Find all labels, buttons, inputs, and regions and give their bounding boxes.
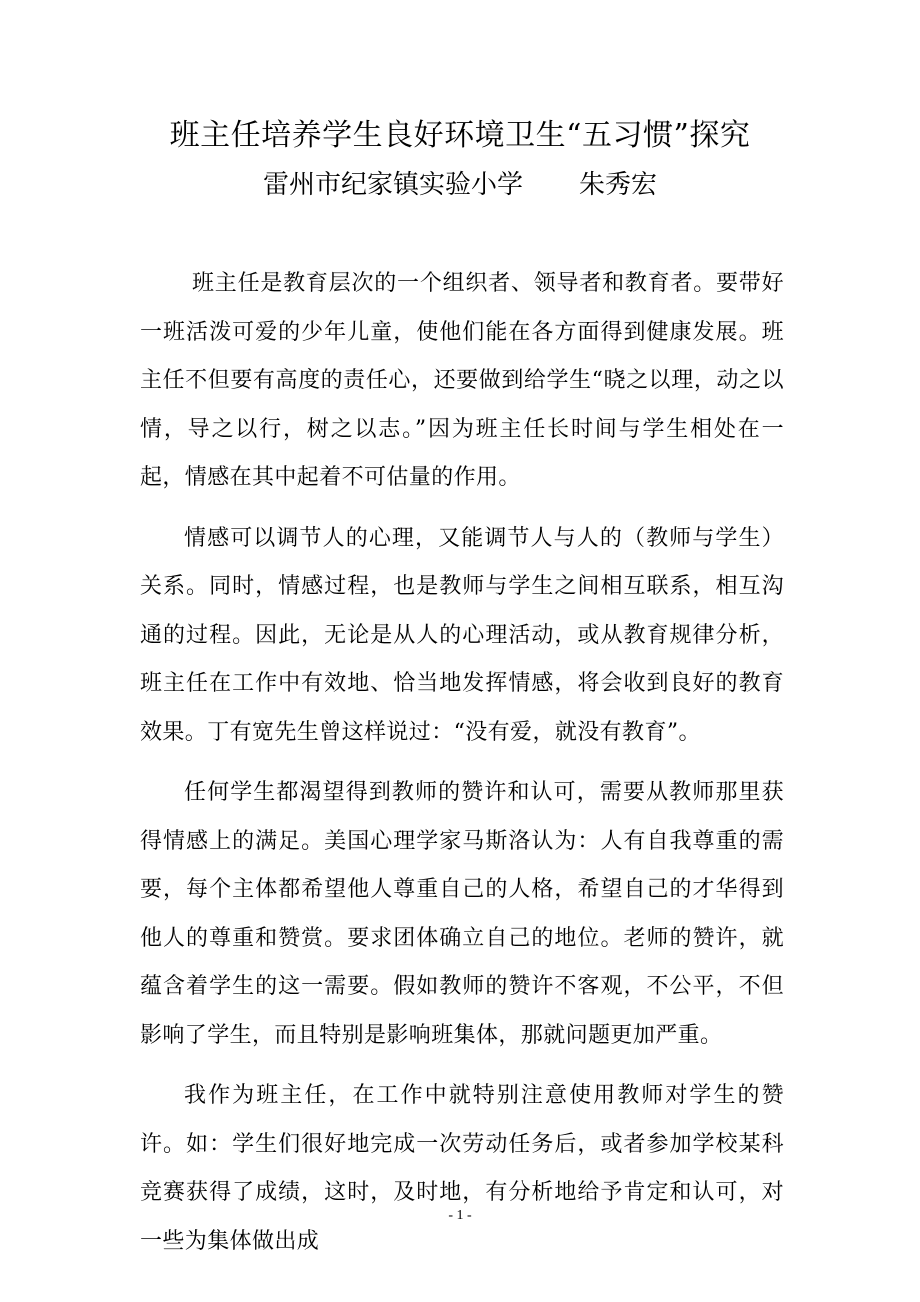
school-name: 雷州市纪家镇实验小学 — [262, 170, 523, 200]
page-number: - 1 - — [448, 1208, 472, 1223]
author-name: 朱秀宏 — [579, 170, 658, 200]
paragraph-1: 班主任是教育层次的一个组织者、领导者和教育者。要带好一班活泼可爱的少年儿童，使他们能在各方面得到健康发展。班主任不但要有高度的责任心，还要做到给学生“晓之以理，动之以情，导之以行，树之以志。”因为班主任长时间与学生相处在一起，情感在其中起着不可估量的作用。 — [140, 271, 784, 490]
paragraph-4: 我作为班主任，在工作中就特别注意使用教师对学生的赞许。如：学生们很好地完成一次劳动任务后，或者参加学校某科竞赛获得了成绩，这时，及时地，有分析地给予肯定和认可，对一些为集体做出成 — [140, 1083, 784, 1254]
author-line — [0, 164, 920, 206]
document-title: 班主任培养学生良好环境卫生“五习惯”探究 — [169, 118, 751, 153]
body-text — [140, 260, 784, 1278]
paragraph-3: 任何学生都渴望得到教师的赞许和认可，需要从教师那里获得情感上的满足。美国心理学家马斯洛认为：人有自我尊重的需要，每个主体都希望他人尊重自己的人格，希望自己的才华得到他人的尊重和赞赏。要求团体确立自己的地位。老师的赞许，就蕴含着学生的这一需要。假如教师的赞许不客观，不公平，不但影响了学生，而且特别是影响班集体，那就问题更加严重。 — [140, 780, 784, 1048]
paragraph-2: 情感可以调节人的心理，又能调节人与人的（教师与学生）关系。同时，情感过程，也是教师与学生之间相互联系，相互沟通的过程。因此，无论是从人的心理活动，或从教育规律分析，班主任在工作中有效地、恰当地发挥情感，将会收到良好的教育效果。丁有宽先生曾这样说过：“没有爱，就没有教育”。 — [140, 525, 784, 745]
